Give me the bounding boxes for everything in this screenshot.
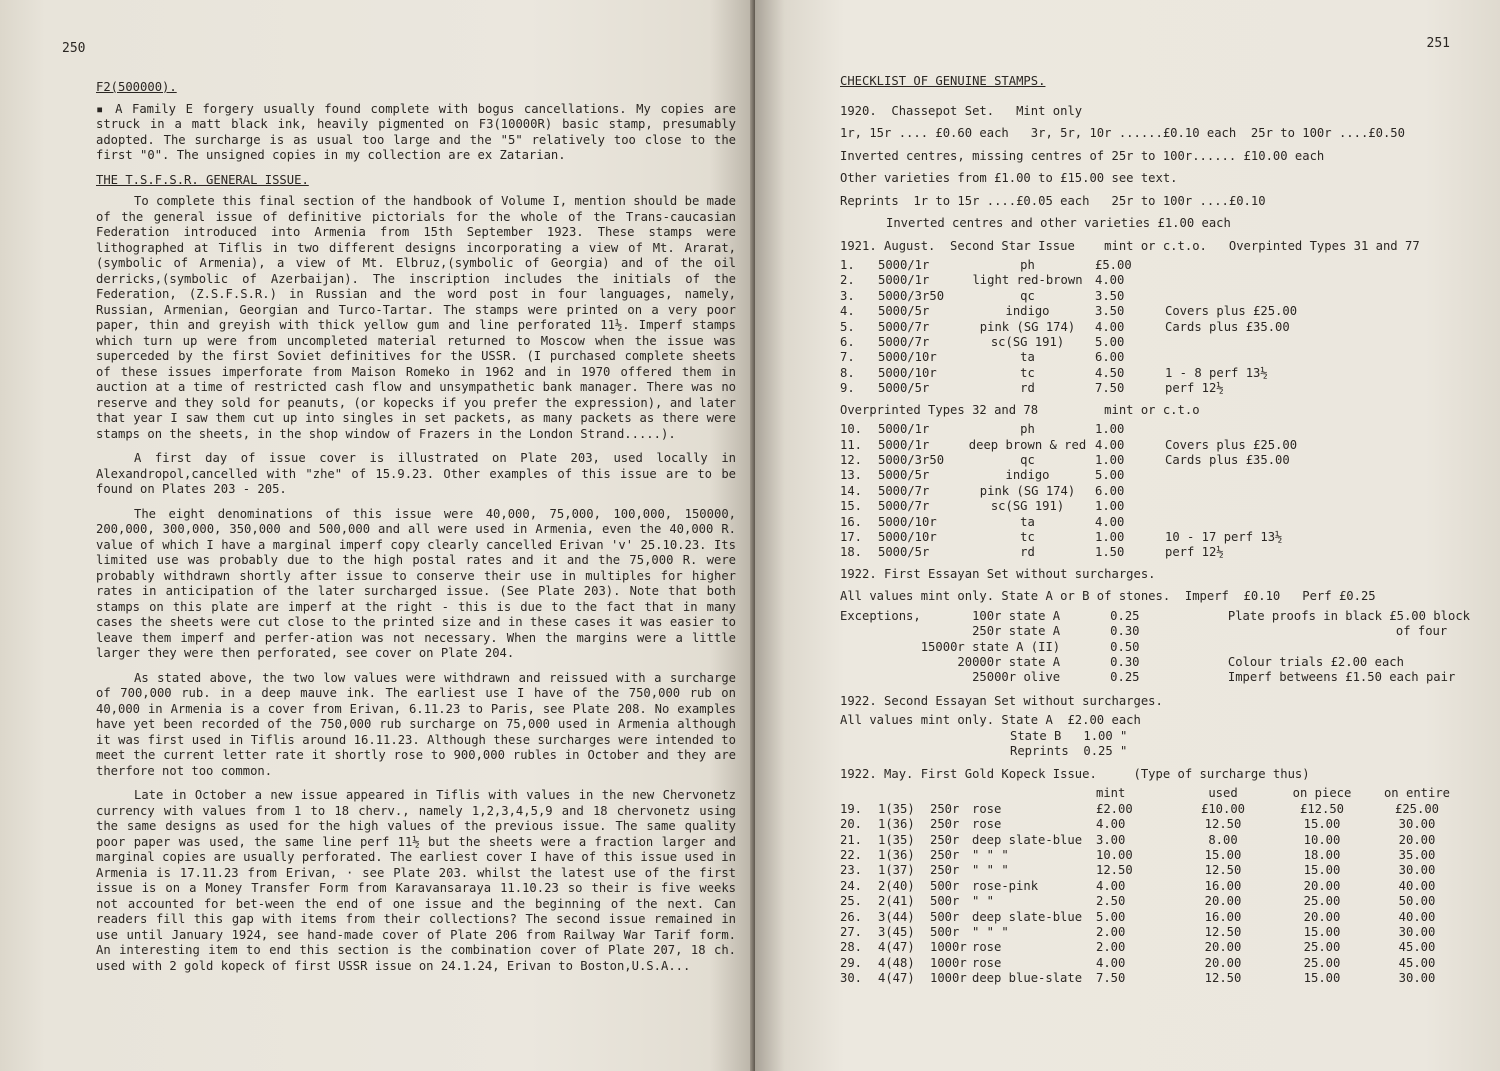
item-number: 28. [840, 940, 863, 955]
price-on-entire: 45.00 [1398, 955, 1436, 970]
price-used: 8.00 [1208, 832, 1238, 847]
item-description: tc [1020, 365, 1035, 380]
price-on-entire: 50.00 [1398, 894, 1436, 909]
exception-price: 0.25 [1110, 608, 1140, 623]
exception-note: of four [1395, 624, 1448, 639]
exception-row [840, 655, 1470, 670]
section-1920-reprints-varieties: Inverted centres and other varieties £1.00 each [886, 216, 1231, 230]
col-header-on-entire: on entire [1383, 786, 1451, 801]
gold-kopeck-row [840, 863, 1462, 878]
item-number: 24. [840, 878, 863, 893]
section-1921-table-2 [840, 422, 1297, 561]
checklist-row [840, 273, 1297, 288]
colour: " " [972, 894, 995, 909]
col-header-mint: mint [1096, 786, 1126, 801]
price-on-entire: 30.00 [1398, 817, 1436, 832]
price-used: 12.50 [1204, 863, 1242, 878]
price-mint: £2.00 [1096, 801, 1133, 816]
checklist-row [840, 304, 1297, 319]
checklist-row [840, 453, 1297, 468]
section-heading: THE T.S.F.S.R. GENERAL ISSUE. [96, 172, 309, 187]
price-mint: 2.50 [1096, 894, 1126, 909]
exceptions-label: Exceptions, [840, 608, 921, 623]
denomination: 250r [930, 863, 960, 878]
checklist-row [840, 381, 1297, 396]
gold-kopeck-row [840, 910, 1462, 925]
item-number: 26. [840, 909, 863, 924]
gold-kopeck-row [840, 802, 1462, 817]
imperf-betweens-note: Imperf betweens £1.50 each pair [1227, 670, 1456, 685]
item-value: 5000/5r [878, 468, 930, 483]
item-price: 4.50 [1095, 365, 1125, 380]
left-page-text [96, 80, 736, 983]
section-heading: F2(500000). [96, 80, 177, 94]
exception-row [840, 609, 1470, 624]
price-on-piece: 15.00 [1303, 863, 1341, 878]
section-1920-reprints: Reprints 1r to 15r ....£0.05 each 25r to 100r ....£0.10 [840, 193, 1266, 208]
item-description: indigo [1005, 468, 1050, 483]
denomination: 1000r [930, 971, 967, 986]
item-note [1165, 499, 1297, 514]
denomination: 500r [930, 878, 960, 893]
item-value: 5000/3r50 [878, 452, 945, 467]
item-number: 17. [840, 530, 863, 544]
checklist-row [840, 515, 1297, 530]
item-price: 4.00 [1095, 437, 1125, 452]
price-on-entire: 30.00 [1398, 863, 1436, 878]
item-number: 27. [840, 925, 863, 939]
item-number: 30. [840, 971, 863, 986]
item-price: 4.00 [1095, 273, 1125, 288]
exception-item: 20000r state A [957, 655, 1061, 670]
exception-item: 25000r olive [972, 670, 1061, 685]
price-on-piece: 15.00 [1303, 925, 1341, 939]
exception-price: 0.50 [1110, 639, 1140, 654]
item-number: 2. [840, 273, 855, 288]
item-note: 10 - 17 perf 13½ [1165, 530, 1283, 544]
item-number: 6. [840, 335, 855, 350]
price-on-piece: 15.00 [1303, 971, 1341, 986]
price-on-entire: £25.00 [1394, 801, 1440, 816]
col-header-on-piece: on piece [1292, 786, 1352, 801]
section-1922c-title: 1922. May. First Gold Kopeck Issue. (Type of surcharge thus) [840, 766, 1310, 781]
price-on-entire: 40.00 [1398, 878, 1436, 893]
colour: " " " [972, 925, 1009, 939]
item-price: 5.00 [1095, 335, 1125, 350]
price-on-piece: 25.00 [1303, 894, 1341, 909]
item-number: 12. [840, 452, 863, 467]
section-1922a-line: All values mint only. State A or B of stones. Imperf £0.10 Perf £0.25 [840, 589, 1376, 604]
price-used: 12.50 [1204, 925, 1242, 939]
price-used: 15.00 [1204, 847, 1242, 862]
item-number: 9. [840, 381, 855, 396]
spacer-cell [840, 640, 921, 655]
item-value: 5000/10r [878, 350, 937, 365]
denomination: 500r [930, 925, 960, 939]
item-price: £5.00 [1095, 258, 1132, 272]
col-header-used: used [1208, 786, 1238, 801]
price-on-piece: 10.00 [1303, 832, 1341, 847]
body-paragraph: As stated above, the two low values were withdrawn and reissued with a surcharge of 700,000 rub. in a deep mauve ink. The earliest use I have of the 750,000 rub on 40,000 in Armenia is a cover from Erivan, 6.11.23 to Paris, see Plate 208. No examples have yet been recorded of the 750,000 rub surcharge on 75,000 used in Armenia although it was first used in Tiflis around 16.11.23. Although these surcharges were intended to meet the current letter rate it shortly rose to 900,000 rubles in October and they are therfore not too common. [96, 670, 736, 778]
item-number: 3. [840, 288, 855, 303]
section-1920-inverted: Inverted centres, missing centres of 25r to 100r...... £10.00 each [840, 148, 1325, 163]
colour: rose-pink [972, 878, 1039, 893]
denomination: 500r [930, 909, 960, 924]
denomination: 250r [930, 847, 960, 862]
item-price: 5.00 [1095, 468, 1125, 483]
exception-note [1228, 640, 1470, 655]
price-on-piece: £12.50 [1299, 801, 1345, 816]
checklist-row [840, 438, 1297, 453]
item-description: deep brown & red [968, 437, 1087, 452]
item-value: 5000/1r [878, 258, 930, 272]
body-paragraph: Late in October a new issue appeared in Tiflis with values in the new Chervonetz currency with values from 1 to 18 cherv., namely 1,2,3,4,5,9 and 18 chervonetz using the same designs as used for the high values of the previous issue. The same quality poor paper was used, the same line perf 11½ but the sheets were a fraction larger and marginal copies are usually perforated. The earliest cover I have of this issue used in Armenia is 17.11.23 from Erivan, · see Plate 203. whilst the latest use of the first issue is on a Money Transfer Form from Karavansaraya 11.10.23 so their is five weeks not accounted for bet-ween the end of one issue and the beginning of the next. Can readers fill this gap with items from their collections? The second issue remained in use until January 1924, see hand-made cover of Plate 206 from Railway War Tarif form. An interesting item to end this section is the combination cover of Plate 207, 18 ch. used with 2 gold kopeck of first USSR issue on 24.1.24, Erivan to Boston,U.S.A... [96, 788, 736, 973]
catalogue-ref: 1(35) [878, 832, 915, 847]
catalogue-ref: 1(37) [878, 863, 915, 878]
item-description: qc [1020, 452, 1035, 467]
item-value: 5000/5r [878, 545, 930, 560]
section-1921-subtitle: Overprinted Types 32 and 78 mint or c.t.o [840, 402, 1200, 417]
denomination: 1000r [930, 955, 967, 970]
item-number: 20. [840, 817, 863, 832]
section-1920-title: 1920. Chassepot Set. Mint only [840, 103, 1083, 118]
item-note [1165, 350, 1297, 365]
item-note: perf 12½ [1165, 381, 1224, 396]
item-description: ph [1020, 422, 1035, 437]
denomination: 250r [930, 801, 960, 816]
item-value: 5000/5r [878, 381, 930, 396]
item-note [1165, 273, 1297, 288]
item-price: 3.50 [1095, 304, 1125, 319]
price-on-entire: 30.00 [1398, 925, 1436, 939]
checklist-row [840, 499, 1297, 514]
checklist-row [840, 422, 1297, 437]
exception-price: 0.30 [1110, 624, 1140, 639]
spacer-cell [840, 624, 921, 639]
denomination: 500r [930, 894, 960, 909]
item-value: 5000/1r [878, 437, 930, 452]
checklist [840, 74, 1470, 987]
item-price: 4.00 [1095, 514, 1125, 529]
price-mint: 2.00 [1096, 925, 1126, 939]
gold-kopeck-row [840, 848, 1462, 863]
checklist-heading: CHECKLIST OF GENUINE STAMPS. [840, 74, 1046, 88]
item-value: 5000/7r [878, 335, 930, 350]
item-description: ta [1020, 514, 1035, 529]
catalogue-ref: 2(40) [878, 878, 915, 893]
item-number: 5. [840, 319, 855, 334]
catalogue-ref: 1(36) [878, 817, 915, 832]
section-1921-title: 1921. August. Second Star Issue mint or c.t.o. Overpinted Types 31 and 77 [840, 238, 1420, 253]
gold-kopeck-row [840, 925, 1462, 940]
gold-kopeck-row [840, 817, 1462, 832]
catalogue-ref: 3(44) [878, 909, 915, 924]
item-note: Cards plus £35.00 [1165, 319, 1290, 334]
body-paragraph: ▪ A Family E forgery usually found complete with bogus cancellations. My copies are struck in a matt black ink, heavily pigmented on F3(10000R) basic stamp, presumably adopted. The surcharge is as usual too large and the "5" relatively too close to the first "0". The unsigned copies in my collection are ex Zatarian. [96, 101, 736, 162]
price-on-entire: 40.00 [1398, 909, 1436, 924]
item-number: 1. [840, 258, 855, 272]
item-number: 19. [840, 801, 863, 816]
item-note [1165, 468, 1297, 483]
price-used: 16.00 [1204, 909, 1242, 924]
section-1922b-line1: All values mint only. State A £2.00 each [840, 713, 1141, 728]
body-paragraph: A first day of issue cover is illustrated on Plate 203, used locally in Alexandropol,cancelled with "zhe" of 15.9.23. Other examples of this issue are to be found on Plates 203 - 205. [96, 451, 736, 496]
item-note [1165, 258, 1297, 273]
price-used: 20.00 [1204, 940, 1242, 955]
item-value: 5000/7r [878, 483, 930, 498]
price-on-piece: 20.00 [1303, 878, 1341, 893]
item-price: 1.50 [1095, 545, 1125, 560]
item-note [1165, 422, 1297, 437]
body-paragraph: To complete this final section of the handbook of Volume I, mention should be made of the general issue of definitive pictorials for the whole of the Trans-caucasian Federation introduced into Armenia from 15th September 1923. These stamps were lithographed at Tiflis in two different designs incorporating a view of Mt. Ararat,(symbolic of Armenia), a view of Mt. Elbruz,(symbolic of Georgia) and of the oil derricks,(symbolic of Azerbaijan). The inscription includes the initials of the Federation, (Z.S.F.S.R.) in Russian and the word post in four languages, namely, Russian, Armenian, Georgian and Turco-Tartar. The stamps were printed on a very poor paper, thin and greyish with thick yellow gum and line perforated 11½. Imperf stamps which turn up were from uncompleted material returned to Moscow when the issue was superceded by the first Soviet definitives for the USSR. (I purchased complete sheets of these issues imperforate from Maison Romeko in 1962 and in 1970 offered them in auction at a time of restricted cash flow and unsympathetic bank manager. There was no reserve and they sold for peanuts, (or kopecks if you prefer the expression), and later that year I saw them cut up into singles in set packets, as many packets as there were stamps on the sheets, in the shop window of Frazers in the London Strand.....). [96, 194, 736, 441]
item-price: 7.50 [1095, 381, 1125, 396]
item-description: light red-brown [972, 273, 1083, 288]
section-1922a-exceptions [840, 609, 1470, 686]
price-on-piece: 25.00 [1303, 955, 1341, 970]
item-number: 29. [840, 955, 863, 970]
item-price: 6.00 [1095, 350, 1125, 365]
colour: deep slate-blue [972, 832, 1083, 847]
exception-row [840, 670, 1470, 685]
checklist-row [840, 289, 1297, 304]
item-description: ta [1020, 350, 1035, 365]
item-description: rd [1020, 381, 1035, 396]
gold-kopeck-header-row [840, 786, 1462, 801]
item-value: 5000/10r [878, 514, 937, 529]
item-number: 22. [840, 847, 863, 862]
gold-kopeck-table [840, 786, 1462, 986]
body-paragraph: The eight denominations of this issue were 40,000, 75,000, 100,000, 150000, 200,000, 300,000, 350,000 and 500,000 and all were used in Armenia, even the 40,000 R. value of which I have a marginal imperf copy clearly cancelled Erivan 'v' 25.10.23. Its limited use was probably due to the high postal rates and it and the 75,000 R. were probably withdrawn shortly after issue to conserve their use in multiples for higher rates in anticipation of the later surcharged issue. (See Plate 203). Note that both stamps on this plate are imperf at the right - this is due to the fact that in many cases the sheets were cut close to the printed size and in these cases it was easier to leave them imperf and perfer-ation was not necessary. When the margins were a little larger they were then perforated, see cover on Plate 204. [96, 506, 736, 660]
item-price: 4.00 [1095, 319, 1125, 334]
colour: rose [972, 801, 1002, 816]
denomination: 250r [930, 832, 960, 847]
section-1921-table-1 [840, 258, 1297, 397]
price-on-piece: 25.00 [1303, 940, 1341, 955]
checklist-row [840, 530, 1297, 545]
item-description: qc [1020, 288, 1035, 303]
section-1920-prices: 1r, 15r .... £0.60 each 3r, 5r, 10r ......£0.10 each 25r to 100r ....£0.50 [840, 126, 1405, 140]
section-1922b-line2: State B 1.00 " [1010, 728, 1128, 743]
item-description: tc [1020, 530, 1035, 544]
item-value: 5000/3r50 [878, 288, 945, 303]
item-note: Cards plus £35.00 [1165, 452, 1290, 467]
item-number: 16. [840, 514, 863, 529]
item-note [1165, 515, 1297, 530]
price-on-entire: 35.00 [1398, 847, 1436, 862]
spacer-cell [840, 670, 921, 685]
item-number: 8. [840, 365, 855, 380]
item-value: 5000/5r [878, 304, 930, 319]
item-number: 18. [840, 545, 863, 560]
gold-kopeck-row [840, 956, 1462, 971]
item-number: 21. [840, 832, 863, 847]
item-number: 23. [840, 863, 863, 878]
checklist-row [840, 320, 1297, 335]
price-used: 16.00 [1204, 878, 1242, 893]
checklist-row [840, 366, 1297, 381]
item-number: 25. [840, 894, 863, 909]
section-1922a-title: 1922. First Essayan Set without surcharges. [840, 566, 1156, 581]
price-mint: 3.00 [1096, 832, 1126, 847]
item-note: 1 - 8 perf 13½ [1165, 365, 1268, 380]
price-mint: 4.00 [1096, 878, 1126, 893]
checklist-row [840, 484, 1297, 499]
item-number: 7. [840, 350, 855, 365]
item-number: 10. [840, 422, 863, 437]
price-mint: 7.50 [1096, 971, 1126, 986]
price-on-piece: 18.00 [1303, 847, 1341, 862]
item-note [1165, 289, 1297, 304]
price-used: £10.00 [1200, 801, 1246, 816]
item-description: pink (SG 174) [979, 483, 1076, 498]
gold-kopeck-row [840, 879, 1462, 894]
gold-kopeck-row [840, 833, 1462, 848]
colour: rose [972, 955, 1002, 970]
exception-item: 250r state A [972, 624, 1061, 639]
price-used: 20.00 [1204, 955, 1242, 970]
section-1920-other: Other varieties from £1.00 to £15.00 see text. [840, 171, 1178, 185]
section-1922b-line3: Reprints 0.25 " [1010, 744, 1128, 759]
gold-kopeck-row [840, 971, 1462, 986]
exception-item: 100r state A [972, 608, 1061, 623]
colour: " " " [972, 847, 1009, 862]
item-description: sc(SG 191) [990, 499, 1065, 514]
item-note: Covers plus £25.00 [1165, 437, 1298, 452]
item-price: 1.00 [1095, 530, 1125, 544]
price-on-piece: 20.00 [1303, 909, 1341, 924]
catalogue-ref: 3(45) [878, 925, 915, 939]
exception-note: Colour trials £2.00 each [1227, 655, 1404, 670]
colour: " " " [972, 863, 1009, 878]
gold-kopeck-row [840, 940, 1462, 955]
price-mint: 4.00 [1096, 817, 1126, 832]
item-price: 6.00 [1095, 483, 1125, 498]
item-note: perf 12½ [1165, 545, 1224, 560]
catalogue-ref: 4(47) [878, 940, 915, 955]
item-description: ph [1020, 258, 1035, 272]
price-on-piece: 15.00 [1303, 817, 1341, 832]
item-number: 4. [840, 304, 855, 319]
colour: deep slate-blue [972, 909, 1083, 924]
price-mint: 2.00 [1096, 940, 1126, 955]
exception-item: 15000r state A (II) [920, 639, 1061, 654]
item-description: rd [1020, 545, 1035, 560]
item-value: 5000/7r [878, 499, 930, 514]
item-price: 1.00 [1095, 452, 1125, 467]
colour: deep blue-slate [972, 971, 1083, 986]
gold-kopeck-row [840, 894, 1462, 909]
item-note: Covers plus £25.00 [1165, 304, 1298, 319]
checklist-row [840, 335, 1297, 350]
colour: rose [972, 817, 1002, 832]
checklist-row [840, 258, 1297, 273]
price-mint: 5.00 [1096, 909, 1126, 924]
exception-row [840, 624, 1470, 639]
item-number: 15. [840, 499, 863, 514]
item-description: sc(SG 191) [990, 335, 1065, 350]
item-description: pink (SG 174) [979, 319, 1076, 334]
item-note [1165, 335, 1297, 350]
item-number: 14. [840, 483, 863, 498]
item-value: 5000/7r [878, 319, 930, 334]
price-on-entire: 30.00 [1398, 971, 1436, 986]
checklist-row [840, 350, 1297, 365]
catalogue-ref: 4(48) [878, 955, 915, 970]
item-note [1165, 484, 1297, 499]
item-value: 5000/1r [878, 273, 930, 288]
item-number: 11. [840, 437, 863, 452]
price-on-entire: 20.00 [1398, 832, 1436, 847]
item-number: 13. [840, 468, 863, 483]
price-mint: 4.00 [1096, 955, 1126, 970]
price-on-entire: 45.00 [1398, 940, 1436, 955]
page-number-right: 251 [1426, 36, 1450, 51]
price-used: 12.50 [1204, 971, 1242, 986]
checklist-row [840, 468, 1297, 483]
colour: rose [972, 940, 1002, 955]
spacer-cell [840, 655, 921, 670]
exception-row [840, 640, 1470, 655]
catalogue-ref: 1(35) [878, 801, 915, 816]
price-mint: 12.50 [1096, 863, 1133, 878]
item-price: 3.50 [1095, 288, 1125, 303]
item-value: 5000/10r [878, 530, 937, 544]
checklist-row [840, 545, 1297, 560]
item-value: 5000/1r [878, 422, 930, 437]
denomination: 1000r [930, 940, 967, 955]
price-mint: 10.00 [1096, 847, 1133, 862]
denomination: 250r [930, 817, 960, 832]
catalogue-ref: 1(36) [878, 847, 915, 862]
catalogue-ref: 4(47) [878, 971, 915, 986]
exception-price: 0.25 [1110, 670, 1140, 685]
item-price: 1.00 [1095, 499, 1125, 514]
exception-price: 0.30 [1110, 655, 1140, 670]
item-price: 1.00 [1095, 422, 1125, 437]
item-value: 5000/10r [878, 365, 937, 380]
right-page [755, 0, 1500, 1071]
exception-note: Plate proofs in black £5.00 block [1227, 608, 1470, 623]
page-number-left: 250 [62, 41, 86, 56]
item-description: indigo [1005, 304, 1050, 319]
section-1922b-title: 1922. Second Essayan Set without surcharges. [840, 693, 1163, 708]
catalogue-ref: 2(41) [878, 894, 915, 909]
price-used: 20.00 [1204, 894, 1242, 909]
price-used: 12.50 [1204, 817, 1242, 832]
